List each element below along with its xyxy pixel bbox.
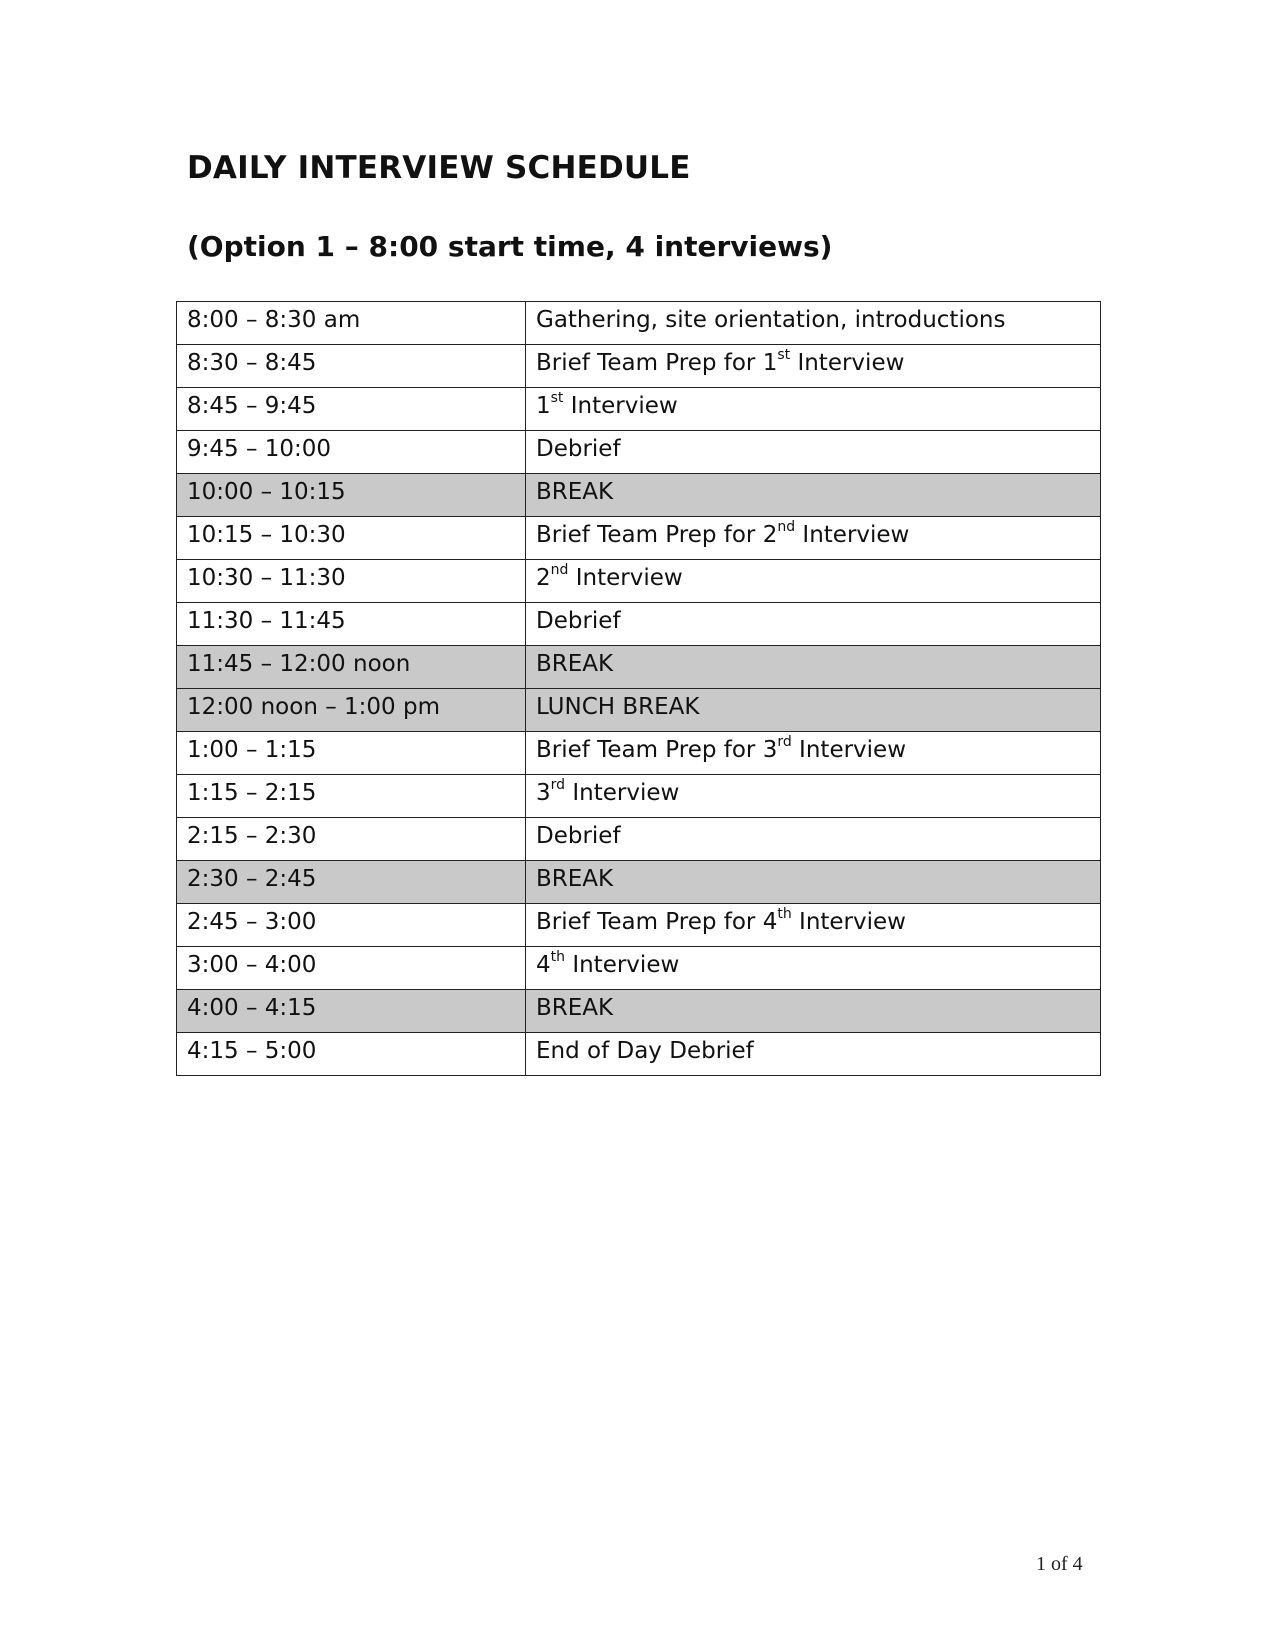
activity-suffix: Interview	[563, 393, 678, 419]
time-cell: 2:45 – 3:00	[177, 904, 526, 947]
activity-text: Brief Team Prep for 3	[536, 737, 778, 763]
page-subtitle: (Option 1 – 8:00 start time, 4 interviews)	[187, 230, 833, 263]
activity-text: End of Day Debrief	[536, 1038, 754, 1064]
activity-suffix: Interview	[565, 952, 680, 978]
activity-text: 1	[536, 393, 551, 419]
schedule-row	[177, 302, 1101, 345]
activity-cell	[526, 517, 1101, 560]
activity-text: 2	[536, 565, 551, 591]
page-title: DAILY INTERVIEW SCHEDULE	[187, 150, 691, 186]
activity-suffix: Interview	[791, 909, 906, 935]
activity-cell	[526, 560, 1101, 603]
activity-suffix: Interview	[568, 565, 683, 591]
ordinal-suffix: rd	[550, 777, 566, 794]
time-cell: 8:45 – 9:45	[177, 388, 526, 431]
activity-cell	[526, 818, 1101, 861]
activity-cell	[526, 302, 1101, 345]
activity-cell	[526, 732, 1101, 775]
schedule-table	[176, 301, 1101, 1076]
schedule-row	[177, 431, 1101, 474]
activity-cell	[526, 646, 1101, 689]
schedule-row	[177, 517, 1101, 560]
schedule-row	[177, 560, 1101, 603]
activity-text: Debrief	[536, 436, 621, 462]
time-cell: 12:00 noon – 1:00 pm	[177, 689, 526, 732]
ordinal-suffix: rd	[777, 734, 792, 751]
activity-cell	[526, 431, 1101, 474]
activity-cell	[526, 388, 1101, 431]
ordinal-suffix: th	[777, 906, 792, 923]
ordinal-suffix: st	[550, 390, 564, 407]
activity-text: Brief Team Prep for 2	[536, 522, 778, 548]
activity-text: 4	[536, 952, 551, 978]
activity-text: Brief Team Prep for 4	[536, 909, 778, 935]
activity-text: BREAK	[536, 995, 614, 1021]
activity-text: Debrief	[536, 823, 621, 849]
time-cell: 9:45 – 10:00	[177, 431, 526, 474]
schedule-row	[177, 775, 1101, 818]
schedule-row	[177, 345, 1101, 388]
time-cell: 2:15 – 2:30	[177, 818, 526, 861]
activity-cell	[526, 775, 1101, 818]
activity-text: BREAK	[536, 479, 614, 505]
activity-text: Brief Team Prep for 1	[536, 350, 778, 376]
activity-cell	[526, 947, 1101, 990]
schedule-row	[177, 646, 1101, 689]
activity-text: Debrief	[536, 608, 621, 634]
time-cell: 11:30 – 11:45	[177, 603, 526, 646]
activity-cell	[526, 689, 1101, 732]
schedule-row	[177, 732, 1101, 775]
time-cell: 3:00 – 4:00	[177, 947, 526, 990]
schedule-row	[177, 818, 1101, 861]
schedule-row	[177, 474, 1101, 517]
time-cell: 2:30 – 2:45	[177, 861, 526, 904]
page-number: 1 of 4	[1036, 1553, 1083, 1575]
activity-suffix: Interview	[565, 780, 680, 806]
time-cell: 10:00 – 10:15	[177, 474, 526, 517]
activity-text: BREAK	[536, 651, 614, 677]
schedule-row	[177, 861, 1101, 904]
time-cell: 10:30 – 11:30	[177, 560, 526, 603]
activity-cell	[526, 1033, 1101, 1076]
time-cell: 8:00 – 8:30 am	[177, 302, 526, 345]
schedule-row	[177, 904, 1101, 947]
activity-text: LUNCH BREAK	[536, 694, 700, 720]
schedule-row	[177, 689, 1101, 732]
activity-text: 3	[536, 780, 551, 806]
activity-suffix: Interview	[795, 522, 910, 548]
activity-cell	[526, 603, 1101, 646]
time-cell: 4:15 – 5:00	[177, 1033, 526, 1076]
ordinal-suffix: th	[550, 949, 566, 966]
activity-text: Gathering, site orientation, introductions	[536, 307, 1006, 333]
time-cell: 8:30 – 8:45	[177, 345, 526, 388]
activity-cell	[526, 474, 1101, 517]
activity-text: BREAK	[536, 866, 614, 892]
activity-suffix: Interview	[790, 350, 905, 376]
ordinal-suffix: nd	[777, 519, 796, 536]
activity-cell	[526, 904, 1101, 947]
schedule-row	[177, 1033, 1101, 1076]
time-cell: 1:00 – 1:15	[177, 732, 526, 775]
schedule-row	[177, 947, 1101, 990]
time-cell: 10:15 – 10:30	[177, 517, 526, 560]
time-cell: 1:15 – 2:15	[177, 775, 526, 818]
schedule-row	[177, 388, 1101, 431]
activity-suffix: Interview	[791, 737, 907, 763]
ordinal-suffix: nd	[550, 562, 569, 579]
schedule-body	[177, 302, 1101, 1076]
schedule-row	[177, 990, 1101, 1033]
schedule-row	[177, 603, 1101, 646]
time-cell: 11:45 – 12:00 noon	[177, 646, 526, 689]
activity-cell	[526, 861, 1101, 904]
activity-cell	[526, 990, 1101, 1033]
ordinal-suffix: st	[777, 347, 791, 364]
activity-cell	[526, 345, 1101, 388]
time-cell: 4:00 – 4:15	[177, 990, 526, 1033]
